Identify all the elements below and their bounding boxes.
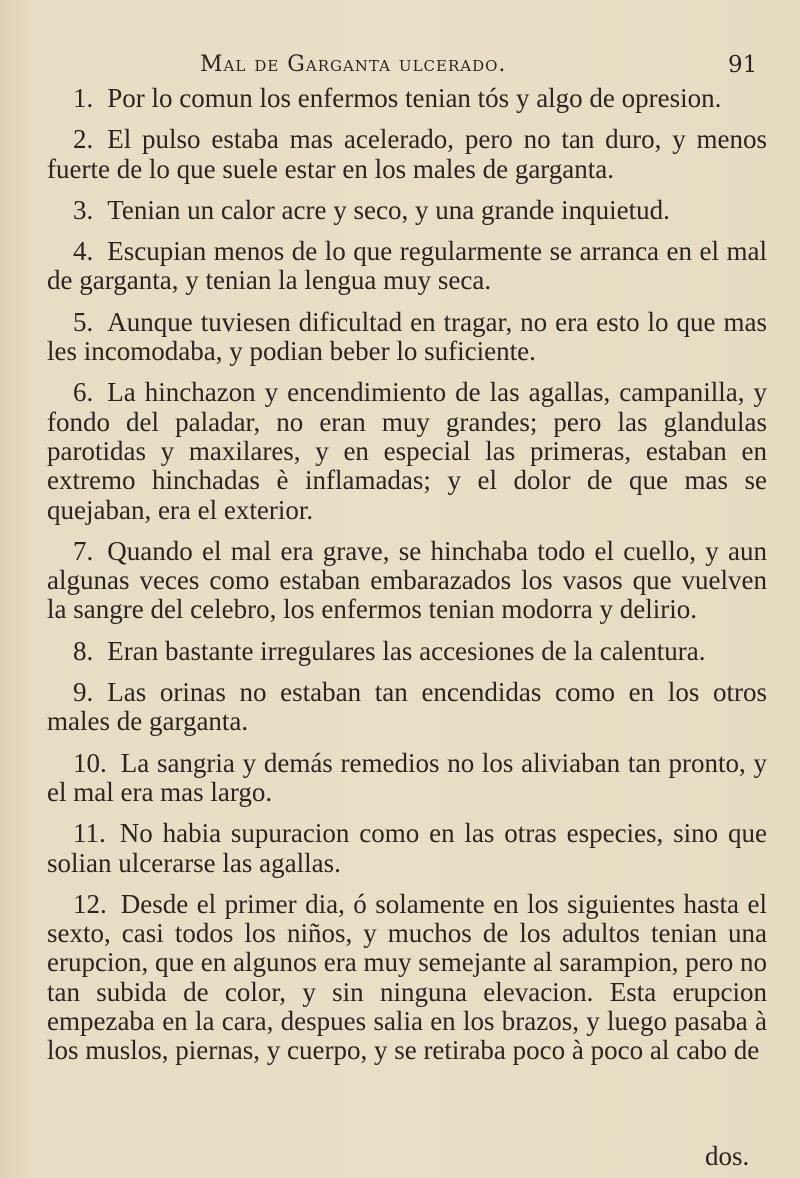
catchword: dos. [705,1141,750,1171]
paragraph-number: 12. [73,888,107,919]
paragraph-text: Tenian un calor acre y seco, y una grande inquietud. [107,194,670,225]
paragraph-text: La sangria y demás remedios no los aliviaban tan pronto, y el mal era mas largo. [47,747,767,807]
numbered-paragraph [47,678,767,737]
paragraph-number: 11. [73,818,106,849]
paragraph-number: 1. [73,83,94,113]
paragraph-number: 2. [73,124,94,155]
numbered-paragraph [47,537,767,625]
paragraph-number: 5. [73,306,94,337]
paragraph-text: No habia supuracion como en las otras especies, sino que solian ulcerarse las agallas. [47,818,767,878]
paragraph-text: Eran bastante irregulares las accesiones de la calentura. [107,635,706,666]
paragraph-number: 8. [73,635,94,666]
numbered-paragraph [47,196,767,225]
numbered-paragraph [47,890,767,1066]
paragraph-text: Aunque tuviesen dificultad en tragar, no era esto lo que mas les incomodaba, y podian beber lo suficiente. [47,306,767,367]
page-number: 91 [728,52,758,78]
paragraph-number: 4. [73,236,94,267]
numbered-paragraph [47,637,767,666]
numbered-paragraph [47,819,767,878]
numbered-paragraph [47,378,767,524]
paragraph-text: Quando el mal era grave, se hinchaba todo el cuello, y aun algunas veces como estaban embarazados los vasos que vuelven la sangre del celebro, los enfermos tenian modorra y delirio. [47,535,767,625]
paragraph-text: Escupian menos de lo que regularmente se arranca en el mal de garganta, y tenian la lengua muy seca. [47,236,767,296]
paragraph-text: Desde el primer dia, ó solamente en los siguientes hasta el sexto, casi todos los niños, y muchos de los adultos tenian una erupcion, que en algunos era muy semejante al sarampion, pero no tan subida de color, y sin ninguna elevacion. Esta erupcion empezaba en la cara, despues salia en los brazos, y luego pasaba à los muslos, piernas, y cuerpo, y se retiraba poco à poco al cabo de [47,888,767,1066]
numbered-paragraph [47,749,767,808]
paragraph-number: 9. [73,677,94,708]
paragraph-number: 10. [73,747,107,778]
numbered-paragraph [47,237,767,296]
paragraph-number: 3. [73,194,94,225]
numbered-paragraph [47,308,767,367]
paragraph-number: 6. [73,377,94,408]
numbered-paragraph [47,84,767,113]
paragraph-number: 7. [73,535,94,566]
paragraph-text: Las orinas no estaban tan encendidas como en los otros males de garganta. [47,677,767,737]
numbered-paragraph [47,125,767,184]
paragraph-text: Por lo comun los enfermos tenian tós y algo de opresion. [107,83,722,113]
paragraph-text: La hinchazon y encendimiento de las agallas, campanilla, y fondo del paladar, no eran muy grandes; pero las glandulas parotidas y maxilares, y en especial las primeras, estaban en extremo hinchadas è inflamadas; y el dolor de que mas se quejaban, era el exterior. [47,377,767,525]
paragraph-text: El pulso estaba mas acelerado, pero no tan duro, y menos fuerte de lo que suele estar en los males de garganta. [47,124,767,184]
body-text [47,84,767,1078]
running-title: Mal de Garganta ulcerado. [200,52,507,77]
